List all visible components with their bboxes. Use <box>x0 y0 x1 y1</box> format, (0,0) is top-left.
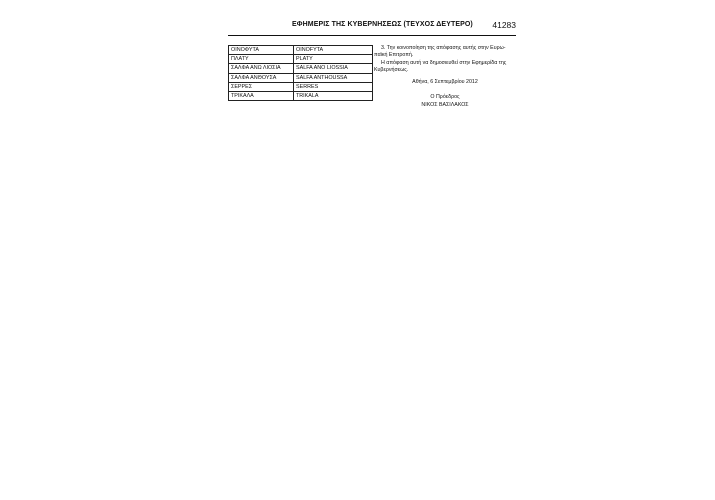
table-row <box>229 73 373 82</box>
page-number: 41283 <box>492 20 516 30</box>
table-cell-latin: SERRES <box>294 82 373 91</box>
table-cell-latin: PLATY <box>294 55 373 64</box>
table-cell-greek: ΠΛΑΤΥ <box>229 55 294 64</box>
signature-block <box>374 79 516 109</box>
table-row <box>229 46 373 55</box>
place-names-table <box>228 45 373 101</box>
signature-role: Ο Πρόεδρος <box>430 94 460 101</box>
table-cell-greek: ΟΙΝΟΦΥΤΑ <box>229 46 294 55</box>
decision-text <box>374 45 516 75</box>
signature-date: Αθήνα, 6 Σεπτεμβρίου 2012 <box>412 79 478 85</box>
table-cell-latin: OINOFYTA <box>294 46 373 55</box>
paragraph-publish: Η απόφαση αυτή να δημοσιευθεί στην Εφημερίδα της Κυβερνήσεως. <box>374 59 507 74</box>
table-row <box>229 82 373 91</box>
table-cell-latin: SALFA ANO LIOSSIA <box>294 64 373 73</box>
signature-name: ΝΙΚΟΣ ΒΑΣΙΛΑΚΟΣ <box>421 101 469 108</box>
table-cell-greek: ΣΑΛΦΑ ΑΝΩ ΛΙΟΣΙΑ <box>229 64 294 73</box>
table-cell-greek: ΤΡΙΚΑΛΑ <box>229 92 294 101</box>
table-row <box>229 92 373 101</box>
header-rule <box>228 35 516 36</box>
paragraph-3: 3. Την κοινοποίηση της απόφασης αυτής στην Ευρω-παϊκή Επιτροπή. <box>374 45 506 59</box>
table-cell-latin: SALFA ANTHOUSSA <box>294 73 373 82</box>
table-row <box>229 64 373 73</box>
page-header <box>228 21 516 33</box>
table-row <box>229 55 373 64</box>
header-title: ΕΦΗΜΕΡΙΣ ΤΗΣ ΚΥΒΕΡΝΗΣΕΩΣ (ΤΕΥΧΟΣ ΔΕΥΤΕΡΟ) <box>292 21 473 28</box>
table-cell-latin: TRIKALA <box>294 92 373 101</box>
table-cell-greek: ΣΕΡΡΕΣ <box>229 82 294 91</box>
table-cell-greek: ΣΑΛΦΑ ΑΝΘΟΥΣΑ <box>229 73 294 82</box>
